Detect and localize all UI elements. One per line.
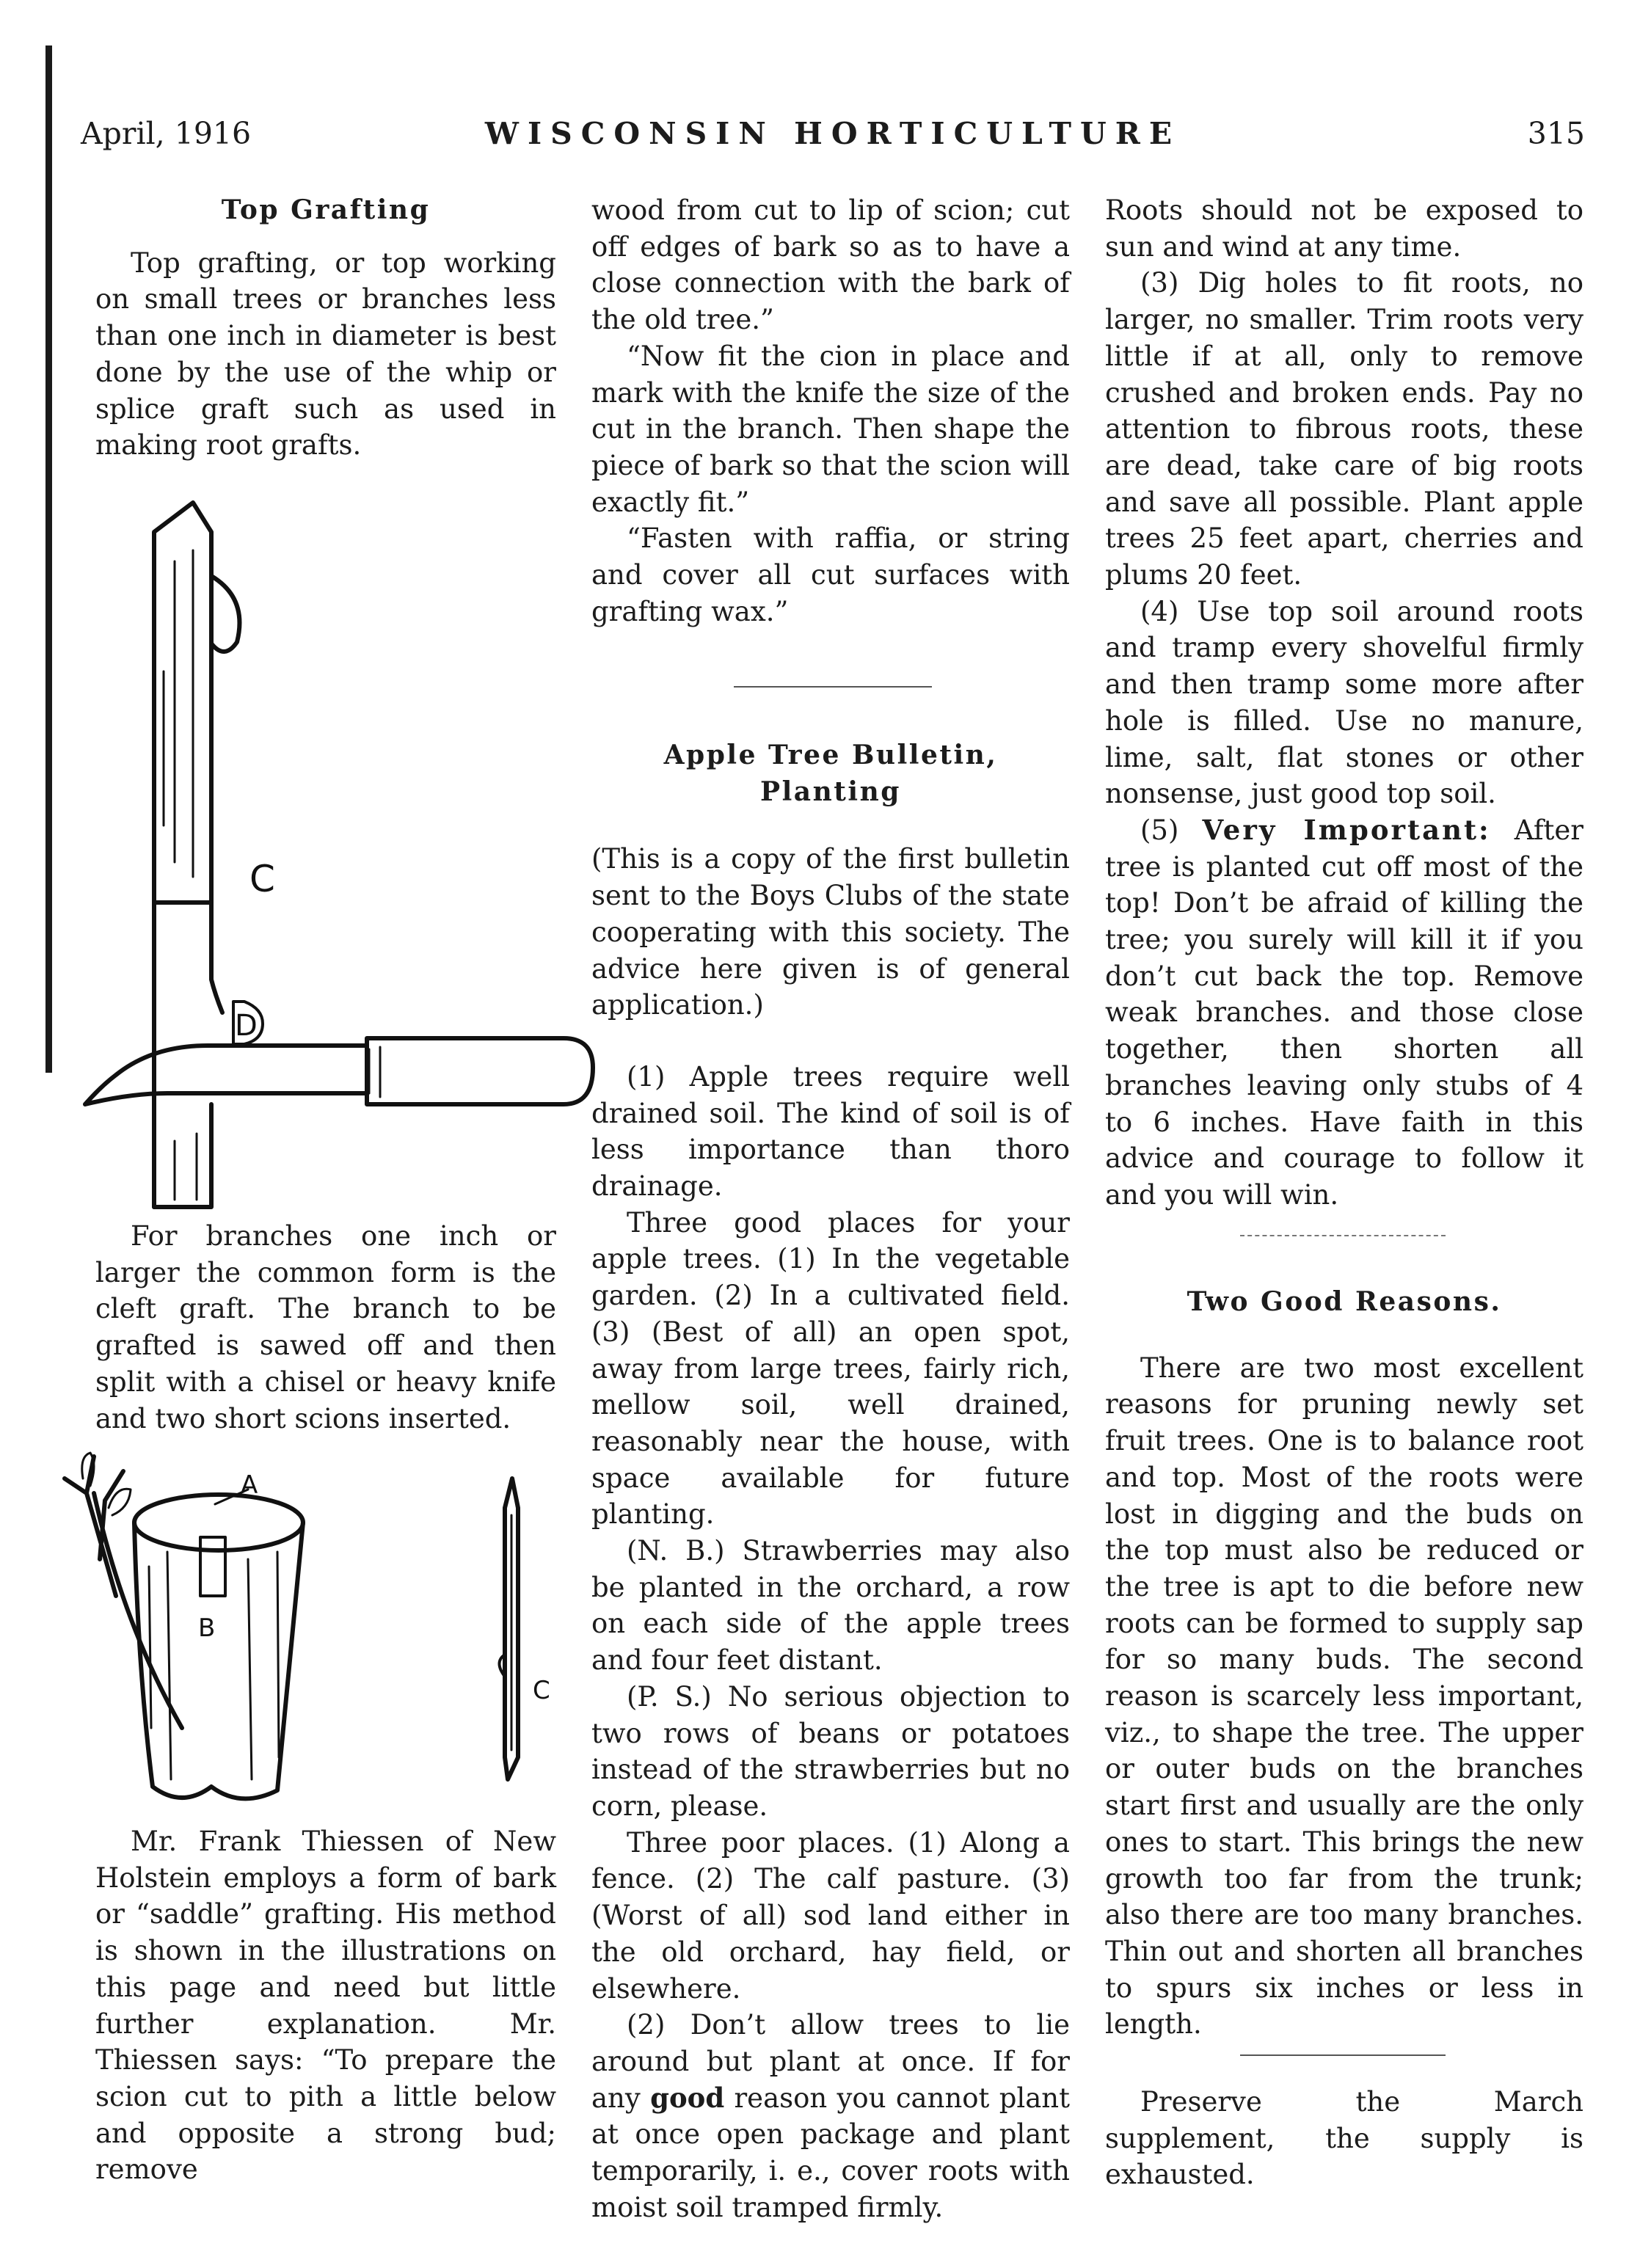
stock-outline [154,1104,211,1207]
section-divider [734,686,932,688]
margin-rule [45,45,52,1073]
text-run: After tree is planted cut off most of the top! Don’t be afraid of killing the tree; you surely will kill it if you don’t cut back the top. Remove weak branches. and those close together, then shorten all branches leaving only stubs of 4 to 6 inches. Have faith in this advice and courage to follow it and you will win. [1105,814,1583,1211]
paragraph: “Now fit the cion in place and mark with the knife the size of the cut in the branch. Then shape the piece of bark so that the scion will exactly fit.” [591,340,1070,518]
paragraph: Top grafting, or top working on small trees or branches less than one inch in diameter is best done by the use of the whip or splice graft such as used in making root grafts. [95,247,556,462]
emphasis: good [650,2081,725,2114]
bark-line [277,1552,279,1757]
column-1-top [95,192,556,464]
column-3-top [1105,192,1583,1214]
cleft-graft-illustration [65,1449,578,1823]
paragraph: For branches one inch or larger the common form is the cleft graft. The branch to be grafted is sawed off and then split with a chisel or heavy knife and two short scions inserted. [95,1220,556,1434]
knife-handle [367,1038,593,1104]
column-1-bottom [95,1823,556,2188]
text-run: reason you cannot plant at once open package and plant temporarily, i. e., cover roots with moist soil tramped firmly. [591,2082,1070,2223]
bark-line [167,1552,171,1779]
paragraph: (This is a copy of the first bulletin sent to the Boys Clubs of the state cooperating with this society. The advice here given is of general application.) [591,843,1070,1021]
paragraph: wood from cut to lip of scion; cut off edges of bark so as to have a close connection with the bark of the old tree.” [591,194,1070,336]
paragraph: Three poor places. (1) Along a fence. (2) The calf pasture. (3) (Worst of all) sod land either in the old orchard, hay field, or elsewhere. [591,1826,1070,2005]
paragraph: (N. B.) Strawberries may also be planted in the orchard, a row on each side of the apple trees and four feet distant. [591,1535,1070,1677]
paragraph: Roots should not be exposed to sun and wind at any time. [1105,194,1583,263]
section-divider [1240,2054,1446,2056]
inserted-scion [200,1537,225,1596]
column-2-top [591,192,1070,630]
knife-blade [85,1046,367,1104]
page-number: 315 [1527,116,1585,151]
label-c: C [249,858,275,900]
bark-line [149,1567,151,1728]
paragraph [591,2007,1070,2225]
text-run: (2) Don’t allow trees to lie around but plant at once. If for any [591,2009,1070,2114]
heading-apple-tree-bulletin: Apple Tree Bulletin, Planting [663,740,998,807]
paragraph: Three good places for your apple trees. (1) In the vegetable garden. (2) In a cultivated field. (3) (Best of all) an open spot, away from large trees, fairly rich, mellow soil, well drained, reasonably near the house, with space available for future planting. [591,1206,1070,1531]
column-1-middle [95,1218,556,1437]
paragraph: (3) Dig holes to fit roots, no larger, no smaller. Trim roots very little if at all, only to remove crushed and broken ends. Pay no attention to fibrous roots, these are dead, take care of big roots and save all possible. Plant apple trees 25 feet apart, cherries and plums 20 feet. [1105,267,1583,591]
column-3-reasons [1105,1284,1583,2043]
column-3-notice [1105,2084,1583,2193]
page-header [81,116,1585,160]
paragraph: “Fasten with raffia, or string and cover all cut surfaces with grafting wax.” [591,522,1070,627]
section-divider [1240,1235,1446,1236]
heading-two-good-reasons: Two Good Reasons. [1187,1286,1502,1317]
column-2-bulletin [591,737,1070,2225]
heading-top-grafting: Top Grafting [221,194,431,225]
paragraph: (P. S.) No serious objection to two rows of beans or potatoes instead of the strawberries but no corn, please. [591,1680,1070,1822]
label-d: D [235,1009,258,1043]
label-b: B [198,1614,216,1643]
bark-line [248,1559,252,1779]
paragraph [1105,812,1583,1214]
paragraph: Preserve the March supplement, the supply is exhausted. [1105,2086,1583,2191]
label-a: A [241,1470,258,1500]
paragraph: (4) Use top soil around roots and tramp every shovelful firmly and then tramp some more after hole is filled. Use no manure, lime, salt, flat stones or other nonsense, just good top soil. [1105,595,1583,810]
issue-date: April, 1916 [81,116,252,151]
whip-graft-illustration [65,481,564,1200]
paragraph: There are two most excellent reasons for pruning newly set fruit trees. One is to balance root and top. Most of the roots were lost in digging and the buds on the top must also be reduced or the tree is apt to die before new roots can be formed to supply sap for so many buds. The second reason is scarcely less important, viz., to shape the tree. The upper or outer buds on the branches start first and usually are the only ones to start. This brings the new growth too far from the trunk; also there are too many branches. Thin out and shorten all branches to spurs six inches or less in length. [1105,1352,1583,2041]
journal-title: WISCONSIN HORTICULTURE [484,116,1181,151]
label-c: C [533,1676,550,1705]
bud-outline [211,576,239,652]
emphasis: Very Important: [1202,813,1491,846]
paragraph: (1) Apple trees require well drained soil. The kind of soil is of less importance than thoro drainage. [591,1060,1070,1203]
paragraph: Mr. Frank Thiessen of New Holstein employs a form of bark or “saddle” grafting. His method is shown in the illustrations on this page and need but little further explanation. Mr. Thiessen says: “To prepare the scion cut to pith a little below and opposite a strong bud; remove [95,1826,556,2186]
text-run: (5) [1140,814,1179,846]
